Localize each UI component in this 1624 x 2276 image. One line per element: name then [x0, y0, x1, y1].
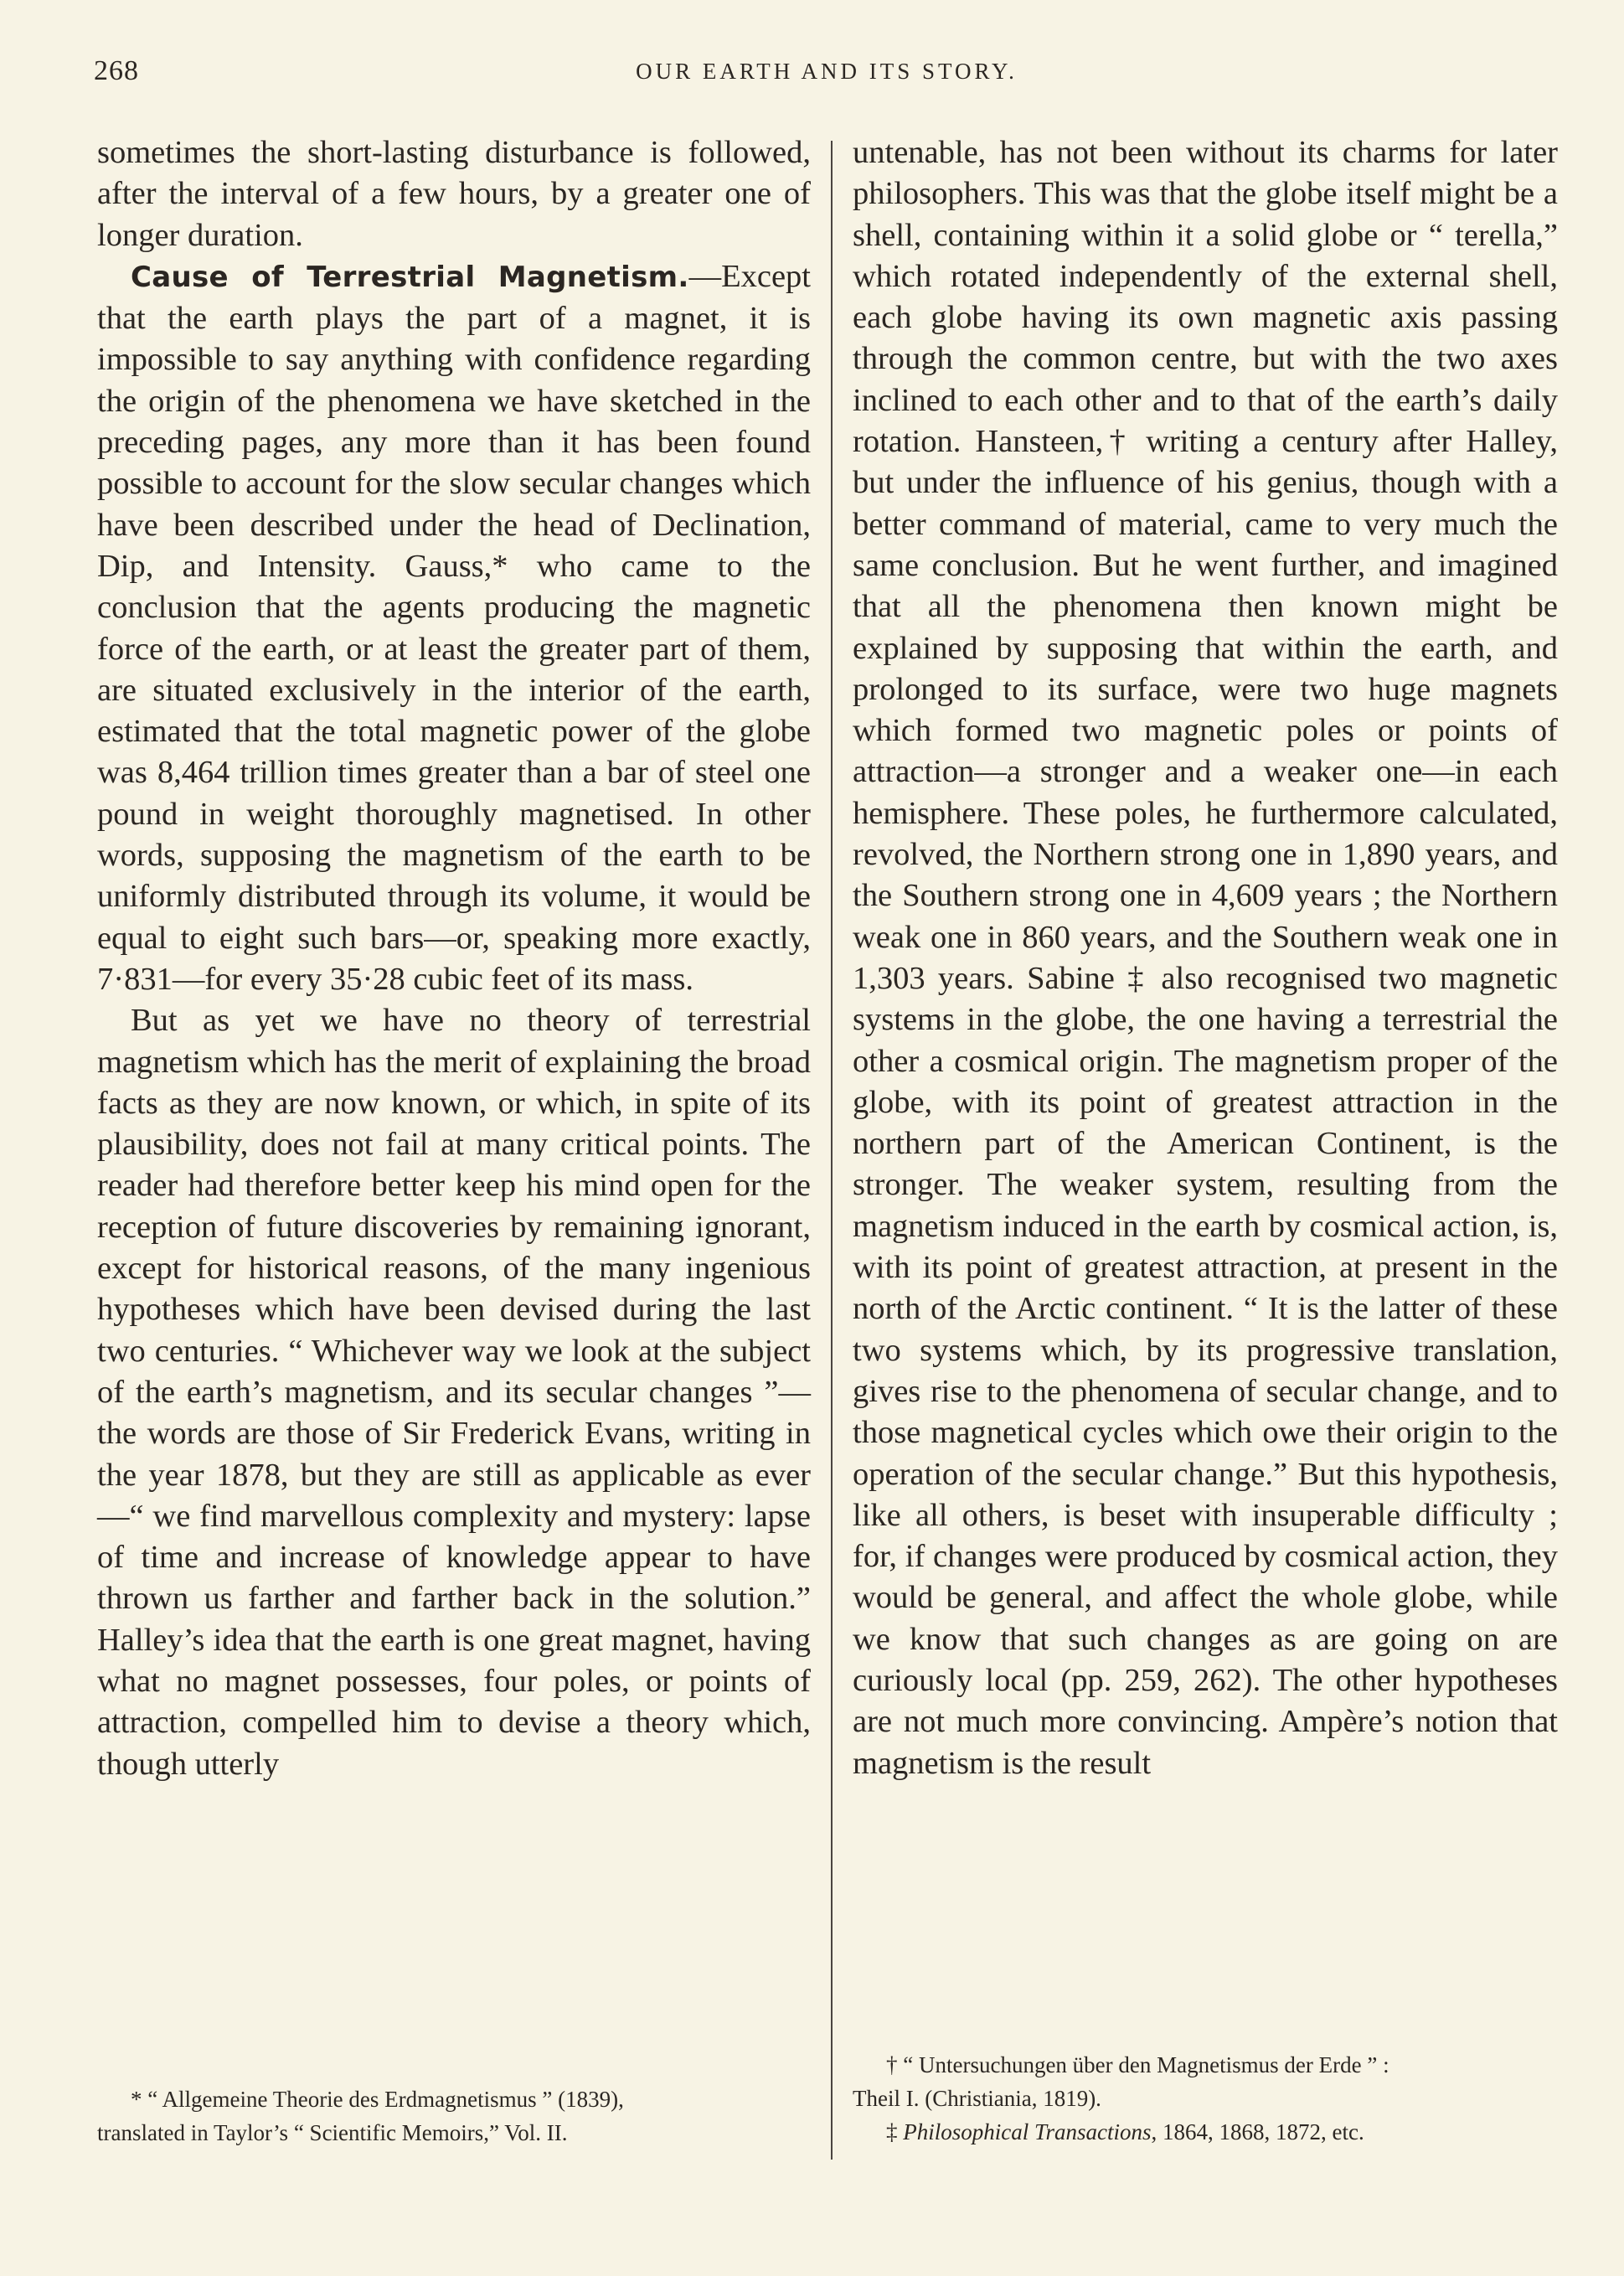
footnote-continuation: Theil I. (Christiania, 1819).	[853, 2086, 1101, 2111]
paragraph: untenable, has not been without its charms for later philosophers. This was that the globe itself might be a shell, containing within it a solid globe or “ terella,” which rotated independently of the external shell, each globe having its own magnetic axis passing through the common centre, but with the two axes inclined to each other and to that of the earth’s daily rotation. Hansteen,† writing a century after Halley, but under the influence of his genius, though with a better command of material, came to very much the same conclusion. But he went further, and imagined that all the phenomena then known might be explained by supposing that within the earth, and prolonged to its surface, were two huge magnets which formed two magnetic poles or points of attraction—a stronger and a weaker one—in each hemisphere. These poles, he furthermore calculated, revolved, the Northern strong one in 1,890 years, and the Southern strong one in 4,609 years ; the Northern weak one in 860 years, and the Southern weak one in 1,303 years. Sabine ‡ also recognised two magnetic systems in the globe, the one having a terrestrial the other a cosmical origin. The magnetism proper of the globe, with its point of greatest attraction in the northern part of the American Continent, is the stronger. The weaker system, resulting from the magnetism induced in the earth by cosmical action, is, with its point of greatest attraction, at present in the north of the Arctic continent. “ It is the latter of these two systems which, by its progressive translation, gives rise to the phenomena of secular change, and to those magnetical cycles which owe their origin to the operation of the secular change.” But this hypothesis, like all others, is beset with insuperable difficulty ; for, if changes were produced by cosmical action, they would be general, and affect the whole globe, while we know that such changes as are going on are curiously local (pp. 259, 262). The other hypotheses are not much more convincing. Ampère’s notion that magnetism is the result	[853, 135, 1558, 1781]
footnote-detail: , 1864, 1868, 1872, etc.	[1151, 2119, 1364, 2144]
section-heading: Cause of Terrestrial Magnetism.	[131, 260, 689, 294]
page-header	[94, 55, 1560, 106]
paragraph-body: —Except that the earth plays the part of a magnet, it is impossible to say anything with confidence regarding the origin of the phenomena we have sketched in the preceding pages, any more than it has been found possible to account for the slow secular changes which have been described under the head of Declination, Dip, and Intensity. Gauss,* who came to the conclusion that the agents producing the magnetic force of the earth, or at least the greater part of them, are situated exclusively in the interior of the earth, estimated that the total magnetic power of the globe was 8,464 trillion times greater than a bar of steel one pound in weight thoroughly magnetised. In other words, supposing the magnetism of the earth to be uniformly distributed through its volume, it would be equal to eight such bars—or, speaking more exactly, 7·831—for every 35·28 cubic feet of its mass.	[97, 258, 811, 997]
page-number: 268	[94, 55, 139, 86]
footnote-mark: ‡	[886, 2119, 904, 2144]
footnote: † “ Untersuchungen über den Magnetismus der Erde ” :	[886, 2052, 1389, 2077]
paragraph	[97, 256, 811, 1000]
footnote-title: Philosophical Transactions	[903, 2119, 1152, 2144]
footnote: * “ Allgemeine Theorie des Erdmagnetismus ” (1839),	[131, 2087, 624, 2112]
column-divider	[831, 141, 833, 2160]
running-title: OUR EARTH AND ITS STORY.	[636, 59, 1018, 84]
paragraph: sometimes the short-lasting disturbance is followed, after the interval of a few hours, by a greater one of longer duration.	[97, 135, 811, 253]
footnote	[853, 2115, 1558, 2149]
left-column	[97, 132, 811, 1785]
paragraph: But as yet we have no theory of terrestrial magnetism which has the merit of explaining the broad facts as they are now known, or which, in spite of its plausibility, does not fail at many critical points. The reader had therefore better keep his mind open for the reception of future discoveries by remaining ignorant, except for historical reasons, of the many ingenious hypotheses which have been devised during the last two centuries. “ Whichever way we look at the subject of the earth’s magnetism, and its secular changes ”—the words are those of Sir Frederick Evans, writing in the year 1878, but they are still as applicable as ever—“ we find marvellous complexity and mystery: lapse of time and increase of knowledge appear to have thrown us farther and farther back in the solution.” Halley’s idea that the earth is one great magnet, having what no magnet possesses, four poles, or points of attraction, compelled him to devise a theory which, though utterly	[97, 1003, 811, 1782]
footnote-continuation: translated in Taylor’s “ Scientific Memoirs,” Vol. II.	[97, 2120, 568, 2145]
footnotes-left	[97, 2082, 811, 2150]
footnotes-right	[853, 2048, 1558, 2149]
right-column	[853, 132, 1558, 1784]
